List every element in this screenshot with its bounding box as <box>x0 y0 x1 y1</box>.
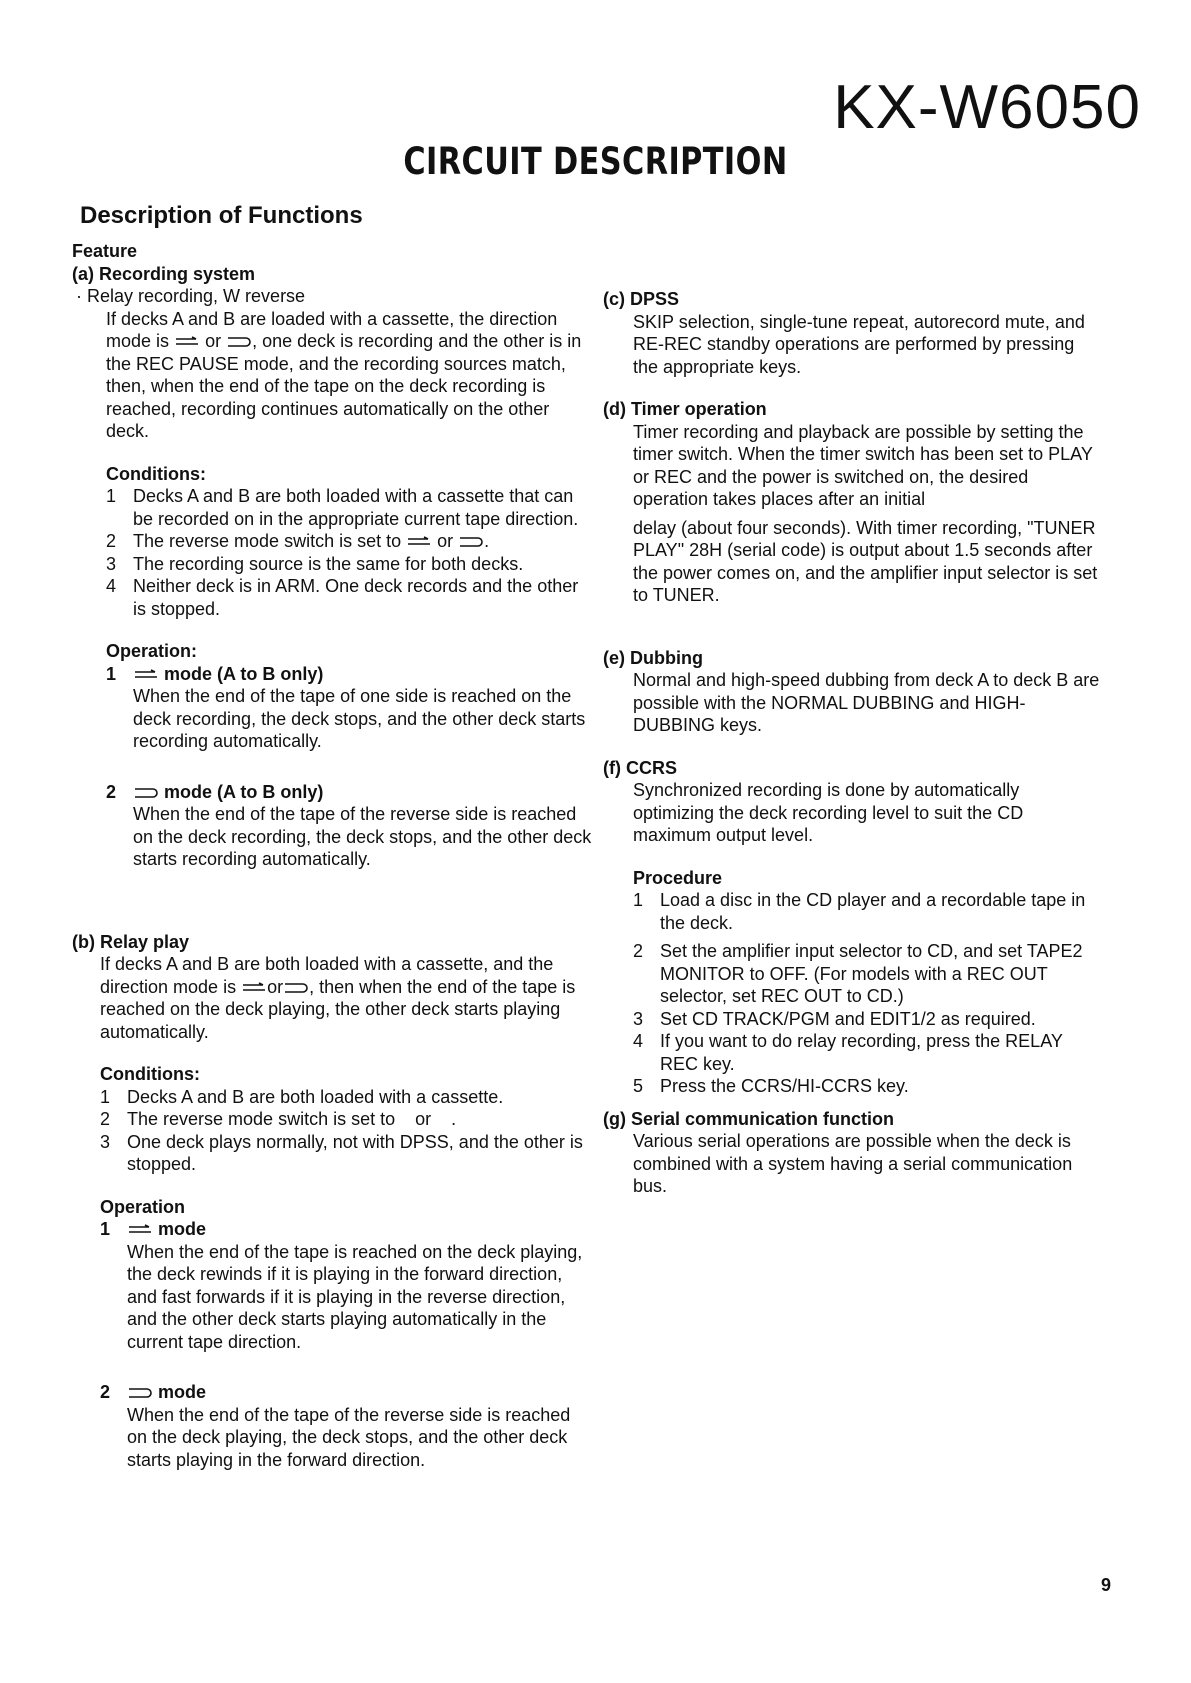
ccrs-heading: (f) CCRS <box>603 757 677 778</box>
one-way-mode-icon <box>406 536 432 548</box>
one-way-mode-icon <box>174 336 200 348</box>
one-way-mode-icon <box>241 982 267 994</box>
dubbing-heading: (e) Dubbing <box>603 647 703 668</box>
feature-heading: Feature <box>72 241 138 261</box>
dpss-text: SKIP selection, single-tune repeat, autorecord mute, and RE-REC standby operations are performed by pressing the appropriate keys. <box>633 311 1085 377</box>
list-item: 3 The recording source is the same for both decks. <box>106 553 524 574</box>
procedure-list <box>603 889 1103 1098</box>
list-item: 2 Set the amplifier input selector to CD, and set TAPE2 MONITOR to OFF. (For models with a REC OUT selector, set REC OUT to CD.) <box>633 941 1083 1006</box>
list-item: 4 If you want to do relay recording, press the RELAY REC key. <box>633 1031 1063 1074</box>
conditions-heading-b: Conditions: <box>100 1064 200 1084</box>
operation-heading-b: Operation <box>100 1196 186 1217</box>
reverse-mode-icon <box>226 336 252 348</box>
list-item: 3 One deck plays normally, not with DPSS, and the other is stopped. <box>100 1131 583 1174</box>
operation-text: When the end of the tape of the reverse side is reached on the deck recording, the deck stops, and the other deck starts recording automatically. <box>133 804 592 869</box>
conditions-list-a <box>72 485 592 620</box>
list-item: 2 The reverse mode switch is set to or . <box>106 531 490 551</box>
list-item: 1 Decks A and B are both loaded with a cassette that can be recorded on in the appropriate current tape direction. <box>106 486 579 529</box>
list-item: 1 mode <box>100 1219 207 1239</box>
reverse-mode-icon <box>458 536 484 548</box>
list-item: 1 Load a disc in the CD player and a recordable tape in the deck. <box>633 890 1086 933</box>
model-number: KX-W6050 <box>833 73 1141 142</box>
operation-text: When the end of the tape is reached on the deck playing, the deck rewinds if it is playing in the forward direction, and fast forwards if it is playing in the reverse direction, and the other deck starts playing automatically in the current tape direction. <box>127 1241 583 1352</box>
list-item: 5 Press the CCRS/HI-CCRS key. <box>633 1076 909 1096</box>
list-item: 1 mode (A to B only) <box>106 663 324 684</box>
page-number: 9 <box>1100 1575 1111 1595</box>
conditions-heading-a: Conditions: <box>106 463 206 484</box>
serial-heading: (g) Serial communication function <box>603 1108 895 1129</box>
reverse-mode-icon <box>127 1387 153 1399</box>
operation-list-a <box>72 663 592 871</box>
relay-play-paragraph: If decks A and B are both loaded with a cassette, and the direction mode is or , then when the end of the tape is reached on the deck playing, the other deck starts playing automatically. <box>100 954 576 1042</box>
list-item: 4 Neither deck is in ARM. One deck records and the other is stopped. <box>106 576 579 619</box>
dubbing-text: Normal and high-speed dubbing from deck A to deck B are possible with the NORMAL DUBBING and HIGH-DUBBING keys. <box>633 670 1100 735</box>
section-heading: Description of Functions <box>80 202 363 229</box>
list-item: 2 mode <box>100 1382 207 1402</box>
operation-text: When the end of the tape of one side is reached on the deck recording, the deck stops, and the other deck starts recording automatically. <box>133 686 586 751</box>
timer-text-2: delay (about four seconds). With timer recording, "TUNER PLAY" 28H (serial code) is output about 1.5 seconds after the power comes on, and the amplifier input selector is set to TUNER. <box>633 517 1098 605</box>
one-way-mode-icon <box>133 669 159 681</box>
reverse-mode-icon <box>133 787 159 799</box>
operation-list-b <box>72 1218 592 1471</box>
operation-heading-a: Operation: <box>106 641 198 661</box>
procedure-heading: Procedure <box>633 867 723 888</box>
recording-system-heading: (a) Recording system <box>72 263 256 284</box>
conditions-list-b <box>72 1086 592 1176</box>
list-item: 2 mode (A to B only) <box>106 781 324 802</box>
one-way-mode-icon <box>127 1224 153 1236</box>
page-title: CIRCUIT DESCRIPTION <box>403 140 788 183</box>
list-item: 1 Decks A and B are both loaded with a cassette. <box>100 1086 504 1107</box>
reverse-mode-icon <box>283 982 309 994</box>
dpss-heading: (c) DPSS <box>603 289 680 309</box>
relay-play-heading: (b) Relay play <box>72 931 190 952</box>
list-item: 2 The reverse mode switch is set to or . <box>100 1109 457 1129</box>
recording-system-paragraph: If decks A and B are loaded with a cassette, the direction mode is or , one deck is recording and the other is in the REC PAUSE mode, and the recording sources match, then, when the end of the tape on the deck recording is reached, recording continues automatically on the other deck. <box>106 308 582 441</box>
timer-text: Timer recording and playback are possible by setting the timer switch. When the timer switch has been set to PLAY or REC and the power is switched on, the desired operation takes places after an initial <box>633 421 1093 509</box>
left-column <box>72 240 592 1471</box>
serial-text: Various serial operations are possible when the deck is combined with a system having a serial communication bus. <box>633 1131 1073 1196</box>
operation-text: When the end of the tape of the reverse side is reached on the deck playing, the deck stops, and the other deck starts playing in the forward direction. <box>127 1404 571 1470</box>
relay-recording-bullet: · Relay recording, W reverse <box>76 286 306 306</box>
list-item: 3 Set CD TRACK/PGM and EDIT1/2 as required. <box>633 1008 1036 1029</box>
timer-heading: (d) Timer operation <box>603 399 767 419</box>
ccrs-text: Synchronized recording is done by automatically optimizing the deck recording level to suit the CD maximum output level. <box>633 780 1024 845</box>
right-column <box>603 288 1103 1198</box>
